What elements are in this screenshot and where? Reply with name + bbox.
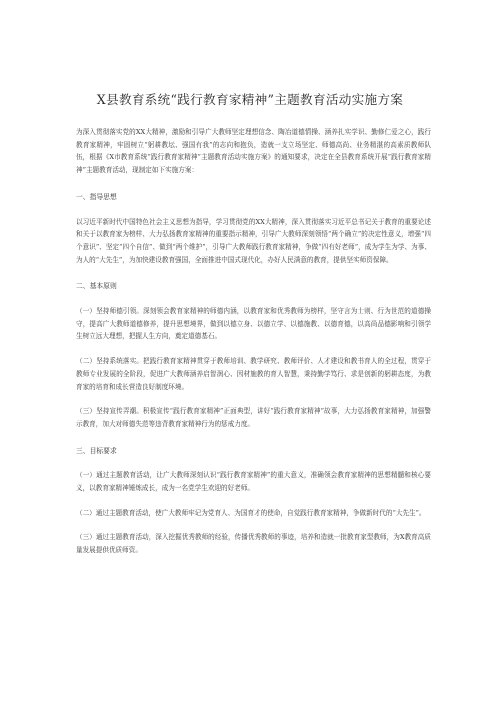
section-heading-guiding-ideology: 一、指导思想 xyxy=(76,192,117,201)
document-body xyxy=(76,126,431,557)
goal-paragraph-3: （三）通过主题教育活动，深入挖掘优秀教师的经验，传播优秀教师的事迹，培养和造就一批教育家型教师，为X教育高质量发展提供优质师资。 xyxy=(76,533,431,555)
principle-paragraph-1: （一）坚持师德引领。深刻领会教育家精神的师德内涵，以教育家和优秀教师为榜样，坚守言为士则、行为世范的道德操守，提高广大教师道德修养，提升思想境界，做到以德立身、以德立学、以德施教、以德育德，以高尚品德影响和引领学生树立远大理想，把握人生方向，奠定道德基石。 xyxy=(76,307,431,341)
goal-paragraph-2: （二）通过主题教育活动，使广大教师牢记为党育人、为国育才的使命，自觉践行教育家精神，争做新时代的“大先生”。 xyxy=(76,508,426,517)
document-title: X县教育系统“践行教育家精神”主题教育活动实施方案 xyxy=(96,92,404,107)
goal-paragraph-1: （一）通过主题教育活动，让广大教师深刻认识“践行教育家精神”的重大意义，准确领会教育家精神的思想精髓和核心要义，以教育家精神锤炼成长，成为一名党学生欢迎的好老师。 xyxy=(76,471,431,493)
section-heading-goals: 三、目标要求 xyxy=(76,446,117,455)
section-heading-basic-principles: 二、基本原则 xyxy=(76,282,117,291)
guiding-ideology-paragraph: 以习近平新时代中国特色社会主义思想为指导，学习贯彻党的XX大精神，深入贯彻落实习近平总书记关于教育的重要论述和关于以教育家为榜样、大力弘扬教育家精神的重要指示精神，引导广大教师深刻领悟“两个确立”的决定性意义，增强“四个意识”、坚定“四个自信”、做到“两个维护”，引导广大教师践行教育家精神，争做“四有好老师”，成为学生为学、为事、为人的“大先生”，为加快建设教育强国，全面推进中国式现代化，办好人民满意的教育，提供坚实师资保障。 xyxy=(76,217,431,264)
intro-paragraph: 为深入贯彻落实党的XX大精神，激励和引导广大教师坚定理想信念、陶冶道德情操、涵养扎实学识、勤修仁爱之心，践行教育家精神，牢固树立“躬耕教坛、强国有我”的志向和抱负，造就一支立场坚定、师德高尚、业务精湛的高素质教师队伍，根据《X市教育系统“践行教育家精神”主题教育活动实施方案》的通知要求，决定在全县教育系统开展“践行教育家精神”主题教育活动，现制定如下实施方案： xyxy=(76,128,431,175)
principle-paragraph-2: （二）坚持系统落实。把践行教育家精神贯穿于教师培训、教学研究、教师评价、人才建设和教书育人的全过程，贯穿于教师专业发展的全阶段，促进广大教师涵养启智润心、因材施教的育人智慧，秉持勤学笃行、求是创新的躬耕态度，为教育家的培育和成长营造良好制度环境。 xyxy=(76,357,431,391)
principle-paragraph-3: （三）坚持宣传弄潮。积极宣传“践行教育家精神”正面典型，讲好“践行教育家精神”故事，大力弘扬教育家精神，加强警示教育，加大对师德失范等违背教育家精神行为的惩戒力度。 xyxy=(76,407,431,428)
